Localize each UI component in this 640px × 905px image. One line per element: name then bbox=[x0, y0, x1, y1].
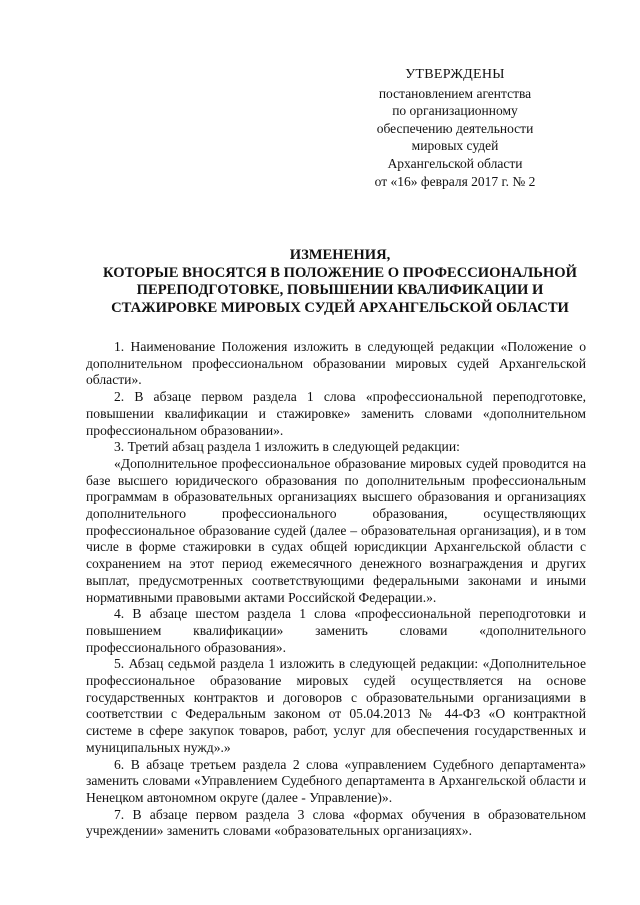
paragraph-item-1: 1. Наименование Положения изложить в следующей редакции «Положение о дополнительном профессиональном образовании мировых судей Архангельской области». bbox=[86, 339, 586, 388]
approval-line: по организационному bbox=[392, 103, 518, 119]
approval-block bbox=[350, 66, 560, 190]
document-title-line: ПЕРЕПОДГОТОВКЕ, ПОВЫШЕНИИ КВАЛИФИКАЦИИ И bbox=[136, 282, 544, 299]
paragraph-item-4: 4. В абзаце шестом раздела 1 слова «профессиональной переподготовки и повышением квалификации» заменить словами «дополнительного профессионального образования». bbox=[86, 606, 586, 655]
paragraph-item-3: 3. Третий абзац раздела 1 изложить в следующей редакции: bbox=[114, 439, 460, 455]
paragraph-item-7: 7. В абзаце первом раздела 3 слова «формах обучения в образовательном учреждении» заменить словами «образовательных организациях». bbox=[86, 806, 586, 839]
approval-line: от «16» февраля 2017 г. № 2 bbox=[374, 173, 536, 189]
document-title-line: СТАЖИРОВКЕ МИРОВЫХ СУДЕЙ АРХАНГЕЛЬСКОЙ ОБЛАСТИ bbox=[111, 299, 569, 316]
document-title bbox=[70, 247, 610, 317]
approval-line: Архангельской области bbox=[387, 155, 523, 171]
document-title-line: ИЗМЕНЕНИЯ, bbox=[289, 247, 391, 263]
document-title-line: КОТОРЫЕ ВНОСЯТСЯ В ПОЛОЖЕНИЕ О ПРОФЕССИОНАЛЬНОЙ bbox=[103, 264, 577, 281]
approval-line: мировых судей bbox=[411, 138, 499, 154]
approval-line: постановлением агентства bbox=[378, 85, 532, 101]
paragraph-quote: «Дополнительное профессиональное образование мировых судей проводится на базе высшего юридического образования по дополнительным профессиональным программам в образовательных организациях высшего образования и организациях дополнительного профессионального образования, осуществляющих профессиональное образование судей (далее – образовательная организация), и в том числе в форме стажировки в судах общей юрисдикции Архангельской области с сохранением на этот период ежемесячного денежного вознаграждения и других выплат, предусмотренных соответствующими федеральными законами и иными нормативными правовыми актами Российской Федерации.». bbox=[86, 455, 586, 605]
approval-line: обеспечению деятельности bbox=[376, 120, 534, 136]
paragraph-item-6: 6. В абзаце третьем раздела 2 слова «управлением Судебного департамента» заменить словами «Управлением Судебного департамента в Архангельской области и Ненецком автономном округе (далее - Управление)». bbox=[86, 756, 586, 805]
paragraph-item-2: 2. В абзаце первом раздела 1 слова «профессиональной переподготовке, повышении квалификации и стажировке» заменить словами «дополнительном профессиональном образовании». bbox=[86, 389, 586, 438]
paragraph-item-5: 5. Абзац седьмой раздела 1 изложить в следующей редакции: «Дополнительное профессиональное образование мировых судей осуществляется на основе государственных контрактов и договоров с образовательными организациями в соответствии с Федеральным законом от 05.04.2013 № 44-ФЗ «О контрактной системе в сфере закупок товаров, работ, услуг для обеспечения государственных и муниципальных нужд».» bbox=[86, 656, 586, 755]
approval-title: УТВЕРЖДЕНЫ bbox=[405, 67, 505, 82]
document-body bbox=[86, 339, 586, 840]
